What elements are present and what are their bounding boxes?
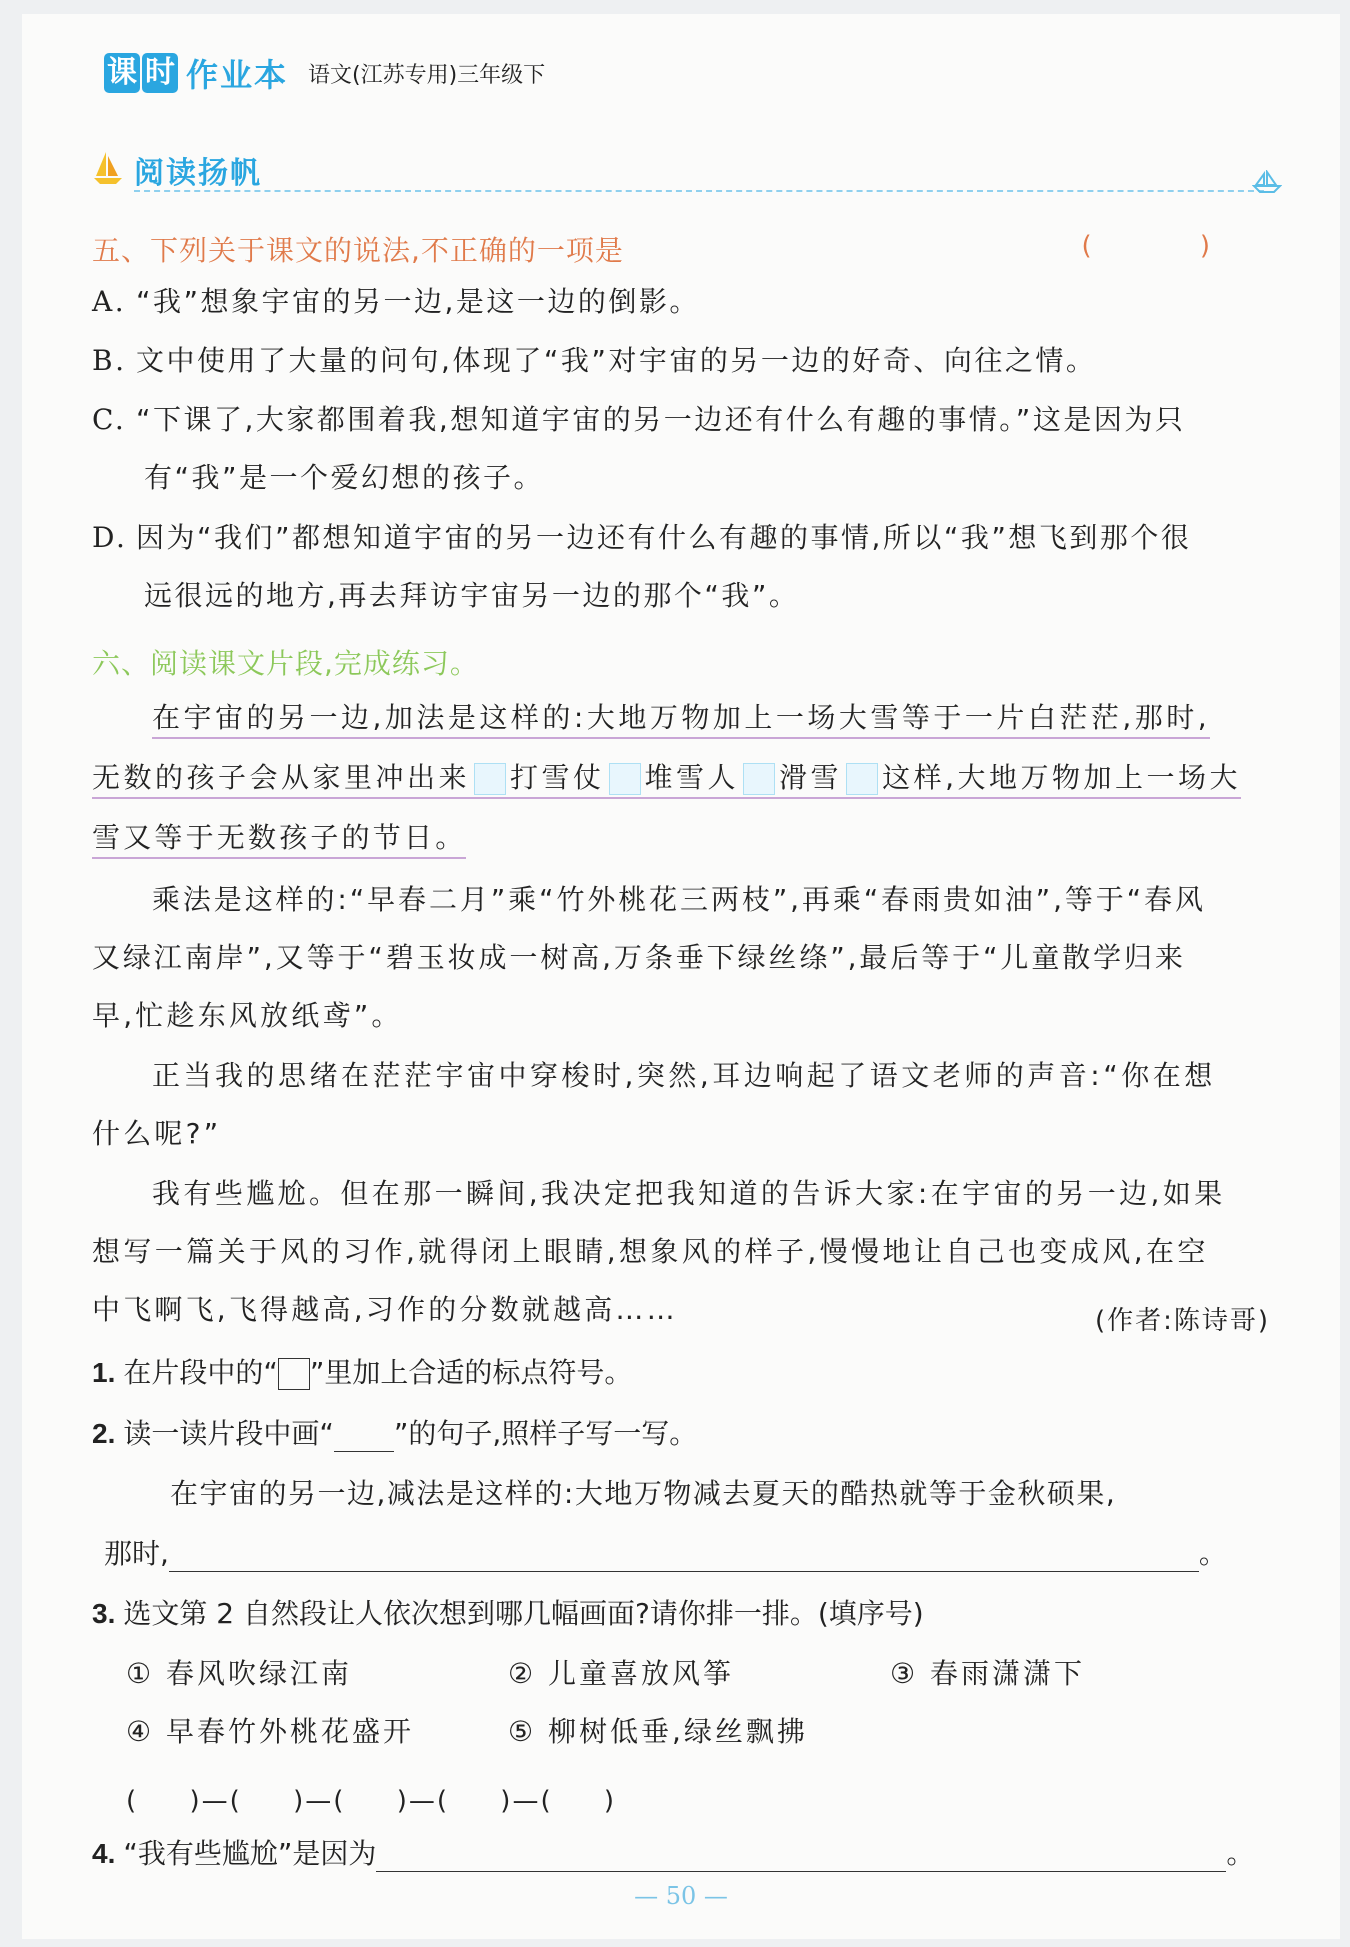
underline-symbol (334, 1451, 394, 1452)
sub-question-4-num: 4. (92, 1838, 116, 1869)
punct-box-4[interactable] (846, 763, 878, 795)
sub-question-2-answer-row (104, 1532, 1227, 1572)
passage-p4-line3: 中飞啊飞,飞得越高,习作的分数就越高…… (92, 1293, 678, 1326)
brand-text: 作业本 (186, 56, 289, 94)
author-credit: (作者:陈诗哥) (1094, 1306, 1270, 1336)
option-d-cont: 远很远的地方,再去拜访宇宙另一边的那个“我”。 (144, 579, 800, 612)
section-title: 阅读扬帆 (134, 156, 262, 191)
option-b-text: 文中使用了大量的问句,体现了“我”对宇宙的另一边的好奇、向往之情。 (136, 344, 1097, 377)
brand-char-1: 课 (104, 53, 140, 93)
sub-question-2-text-a: 读一读片段中画“ (123, 1417, 334, 1450)
sub-question-1-text-a: 在片段中的“ (123, 1356, 278, 1389)
box-symbol (278, 1358, 310, 1390)
answer-line-2[interactable] (169, 1543, 1199, 1572)
option-a-label: A. (92, 285, 127, 318)
answer-end-period: 。 (1198, 1537, 1227, 1570)
option-b[interactable] (92, 339, 1096, 379)
answer-blank-q5[interactable]: ( ) (1081, 231, 1260, 261)
question-6-title: 六、阅读课文片段,完成练习。 (92, 647, 479, 680)
question-5-title: 五、下列关于课文的说法,不正确的一项是 (92, 234, 624, 267)
worksheet-page (22, 14, 1340, 1939)
p1-text-2: 打雪仗 (510, 761, 605, 794)
sub-question-2-text-b: ”的句子,照样子写一写。 (393, 1417, 698, 1450)
sub-question-3-num: 3. (92, 1598, 116, 1629)
section-banner (78, 144, 1282, 194)
passage-p1-line2 (92, 756, 1241, 796)
brand-char-2: 时 (142, 53, 178, 93)
punct-box-1[interactable] (474, 763, 506, 795)
underlined-sentence-1: 在宇宙的另一边,加法是这样的:大地万物加上一场大雪等于一片白茫茫,那时, (152, 701, 1210, 739)
p1-text-4: 滑雪 (779, 761, 843, 794)
p1-text-1: 无数的孩子会从家里冲出来 (92, 761, 471, 794)
sub-question-3-text: 选文第 2 自然段让人依次想到哪几幅画面?请你排一排。(填序号) (123, 1597, 924, 1630)
punct-box-3[interactable] (743, 763, 775, 795)
option-d-text: 因为“我们”都想知道宇宙的另一边还有什么有趣的事情,所以“我”想飞到那个很 (136, 521, 1192, 554)
passage-p3-line1: 正当我的思绪在茫茫宇宙中穿梭时,突然,耳边响起了语文老师的声音:“你在想 (152, 1059, 1216, 1092)
sub-question-3 (92, 1592, 924, 1632)
option-d[interactable] (92, 516, 1191, 556)
passage-p4-line1: 我有些尴尬。但在那一瞬间,我决定把我知道的告诉大家:在宇宙的另一边,如果 (152, 1177, 1226, 1210)
answer-end-period-4: 。 (1226, 1837, 1255, 1870)
picture-option-2: ② 儿童喜放风筝 (508, 1657, 735, 1690)
sub-question-2 (92, 1412, 697, 1452)
p1-text-5: 这样,大地万物加上一场大 (882, 761, 1241, 794)
sub-question-1-text-b: ”里加上合适的标点符号。 (309, 1356, 633, 1389)
option-c-text: “下课了,大家都围着我,想知道宇宙的另一边还有什么有趣的事情。”这是因为只 (136, 403, 1186, 436)
banner-divider (134, 190, 1264, 192)
paper-boat-icon (1252, 170, 1282, 194)
sub-question-1-num: 1. (92, 1357, 116, 1388)
answer-prefix: 那时, (104, 1537, 169, 1570)
order-answer-blanks[interactable]: ( )—( )—( )—( )—( ) (126, 1786, 617, 1816)
option-c-cont: 有“我”是一个爱幻想的孩子。 (144, 461, 545, 494)
sub-question-1 (92, 1351, 632, 1391)
punct-box-2[interactable] (609, 763, 641, 795)
passage-p2-line1: 乘法是这样的:“早春二月”乘“竹外桃花三两枝”,再乘“春雨贵如油”,等于“春风 (152, 883, 1206, 916)
passage-p1-line3 (92, 816, 466, 856)
sail-icon (92, 150, 124, 186)
passage-p2-line2: 又绿江南岸”,又等于“碧玉妆成一树高,万条垂下绿丝绦”,最后等于“儿童散学归来 (92, 941, 1186, 974)
passage-p3-line2: 什么呢?” (92, 1117, 222, 1150)
option-b-label: B. (92, 344, 127, 377)
underlined-sentence-3: 雪又等于无数孩子的节日。 (92, 821, 466, 859)
passage-p2-line3: 早,忙趁东风放纸鸢”。 (92, 999, 403, 1032)
picture-option-3: ③ 春雨潇潇下 (890, 1657, 1086, 1690)
sub-question-2-num: 2. (92, 1418, 116, 1449)
option-a[interactable] (92, 280, 700, 320)
underlined-sentence-2 (92, 761, 1241, 799)
sub-question-2-example: 在宇宙的另一边,减法是这样的:大地万物减去夏天的酷热就等于金秋硕果, (170, 1477, 1117, 1510)
passage-p4-line2: 想写一篇关于风的习作,就得闭上眼睛,想象风的样子,慢慢地让自己也变成风,在空 (92, 1235, 1209, 1268)
picture-option-4: ④ 早春竹外桃花盛开 (126, 1715, 415, 1748)
sub-question-4 (92, 1832, 1254, 1872)
picture-option-5: ⑤ 柳树低垂,绿丝飘拂 (508, 1715, 808, 1748)
picture-option-1: ① 春风吹绿江南 (126, 1657, 353, 1690)
option-c-label: C. (92, 403, 127, 436)
option-a-text: “我”想象宇宙的另一边,是这一边的倒影。 (136, 285, 700, 318)
sub-question-4-text: “我有些尴尬”是因为 (123, 1837, 377, 1870)
option-c[interactable] (92, 398, 1185, 438)
header (104, 50, 545, 96)
book-info: 语文(江苏专用)三年级下 (308, 62, 546, 88)
page-number: — 50 — (634, 1882, 728, 1910)
p1-text-3: 堆雪人 (644, 761, 740, 794)
answer-line-4[interactable] (376, 1843, 1226, 1872)
brand-logo (104, 53, 180, 93)
option-d-label: D. (92, 521, 128, 554)
passage-p1-line1 (152, 696, 1210, 736)
